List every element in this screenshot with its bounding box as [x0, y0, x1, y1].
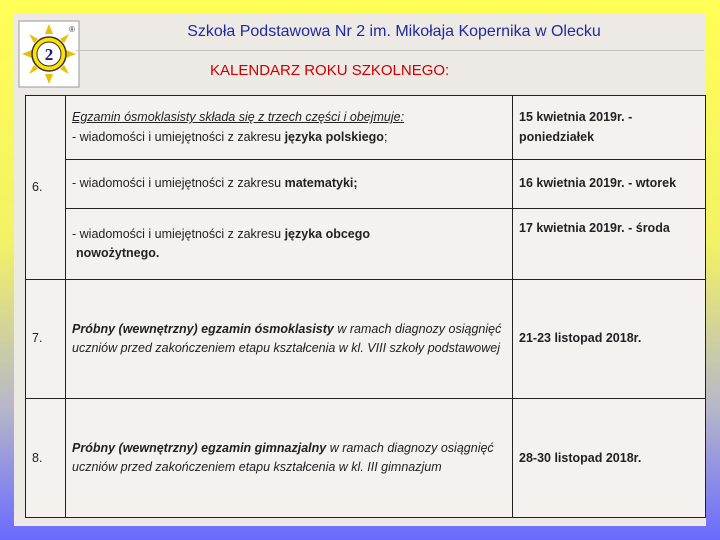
row-description: - wiadomości i umiejętności z zakresu języka obcego nowożytnego.	[66, 209, 513, 280]
title-divider	[76, 50, 704, 51]
table-row	[26, 279, 706, 399]
row-date: 15 kwietnia 2019r. - poniedziałek	[513, 96, 706, 160]
row-description: Egzamin ósmoklasisty składa się z trzech części i obejmuje: - wiadomości i umiejętności z zakresu języka polskiego;	[66, 96, 513, 160]
row-description: Próbny (wewnętrzny) egzamin ósmoklasisty w ramach diagnozy osiągnięć uczniów przed zakończeniem etapu kształcenia w kl. VIII szkoły podstawowej	[66, 279, 513, 399]
row-number: 7.	[26, 279, 66, 399]
row-number: 8.	[26, 399, 66, 518]
row-description: - wiadomości i umiejętności z zakresu matematyki;	[66, 160, 513, 209]
school-name: Szkoła Podstawowa Nr 2 im. Mikołaja Kopernika w Olecku	[187, 23, 601, 40]
row-description: Próbny (wewnętrzny) egzamin gimnazjalny w ramach diagnozy osiągnięć uczniów przed zakończeniem etapu kształcenia w kl. III gimnazjum	[66, 399, 513, 518]
row-date: 28-30 listopad 2018r.	[513, 399, 706, 518]
logo-mark: ®	[69, 25, 75, 34]
table-row	[26, 160, 706, 209]
table-row	[26, 209, 706, 280]
school-logo-icon	[18, 20, 80, 88]
calendar-title: KALENDARZ ROKU SZKOLNEGO:	[210, 62, 450, 79]
exam-intro: Egzamin ósmoklasisty składa się z trzech części i obejmuje:	[72, 110, 405, 125]
calendar-table	[25, 95, 706, 518]
row-date: 17 kwietnia 2019r. - środa	[513, 209, 706, 280]
row-number: 6.	[26, 96, 66, 280]
row-date: 16 kwietnia 2019r. - wtorek	[513, 160, 706, 209]
table-row	[26, 399, 706, 518]
logo-number: 2	[44, 45, 54, 64]
table-row	[26, 96, 706, 160]
slide	[14, 14, 706, 526]
row-date: 21-23 listopad 2018r.	[513, 279, 706, 399]
